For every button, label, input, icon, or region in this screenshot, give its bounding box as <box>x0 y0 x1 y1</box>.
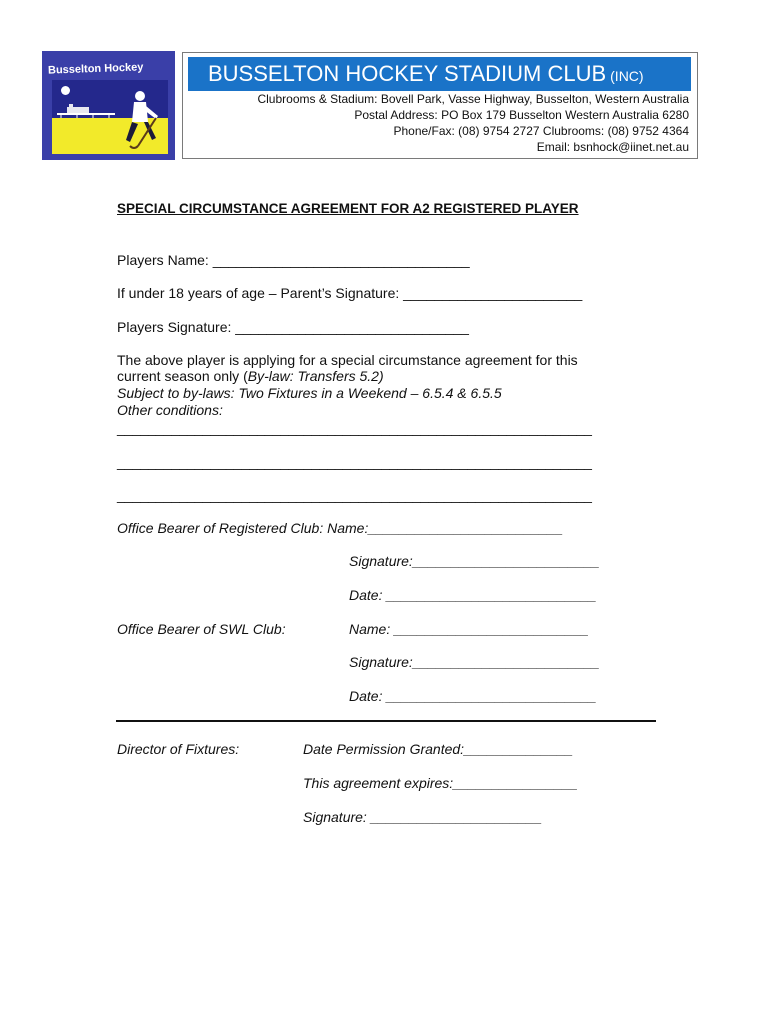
club-suffix: (INC) <box>610 68 644 84</box>
players-name-field[interactable]: Players Name: _________________________________ <box>117 252 470 268</box>
bylaw-reference: By-law <box>247 368 290 384</box>
agreement-text-line-2 <box>117 368 384 384</box>
agreement-text-line-1: The above player is applying for a special circumstance agreement for this <box>117 352 578 368</box>
director-signature-field[interactable]: Signature: ______________________ <box>303 809 543 825</box>
agreement-text-line-3: Subject to by-laws: Two Fixtures in a Weekend – 6.5.4 & 6.5.5 <box>117 385 502 401</box>
logo-text: Busselton Hockey <box>47 61 144 77</box>
form-title: SPECIAL CIRCUMSTANCE AGREEMENT FOR A2 REGISTERED PLAYER <box>117 201 579 216</box>
bylaw-transfers: : Transfers 5.2) <box>289 368 384 384</box>
section-divider <box>116 720 656 722</box>
registered-club-date-field[interactable]: Date: ___________________________ <box>349 587 597 603</box>
moon-icon <box>61 86 70 95</box>
club-logo <box>42 51 175 160</box>
parent-signature-field[interactable]: If under 18 years of age – Parent’s Signature: _______________________ <box>117 285 583 301</box>
conditions-line-2[interactable]: _____________________________________________________________ <box>117 454 592 470</box>
registered-club-signature-field[interactable]: Signature:________________________ <box>349 553 600 569</box>
agreement-expires-field[interactable]: This agreement expires:________________ <box>303 775 578 791</box>
agreement-text-line-2-start: current season only ( <box>117 368 248 384</box>
address-line-4: Email: bsnhock@iinet.net.au <box>536 140 689 154</box>
club-name: BUSSELTON HOCKEY STADIUM CLUB <box>208 61 607 86</box>
other-conditions-label: Other conditions: <box>117 402 223 418</box>
logo-panel <box>52 80 168 154</box>
swl-club-name-field[interactable]: Name: _________________________ <box>349 621 589 637</box>
registered-club-name-field[interactable]: Office Bearer of Registered Club: Name:_________________________ <box>117 520 563 536</box>
jetty-icon <box>57 104 115 118</box>
address-line-3: Phone/Fax: (08) 9754 2727 Clubrooms: (08) 9752 4364 <box>393 124 689 138</box>
hockey-player-icon <box>114 88 166 152</box>
director-of-fixtures-label: Director of Fixtures: <box>117 741 240 757</box>
date-permission-granted-field[interactable]: Date Permission Granted:______________ <box>303 741 574 757</box>
players-signature-field[interactable]: Players Signature: ______________________________ <box>117 319 469 335</box>
address-line-1: Clubrooms & Stadium: Bovell Park, Vasse Highway, Busselton, Western Australia <box>257 92 689 106</box>
address-line-2: Postal Address: PO Box 179 Busselton Western Australia 6280 <box>354 108 689 122</box>
swl-club-signature-field[interactable]: Signature:________________________ <box>349 654 600 670</box>
club-name-banner <box>188 57 691 91</box>
swl-club-date-field[interactable]: Date: ___________________________ <box>349 688 597 704</box>
conditions-line-3[interactable]: _____________________________________________________________ <box>117 487 592 503</box>
swl-club-label: Office Bearer of SWL Club: <box>117 621 286 637</box>
conditions-line-1[interactable]: _____________________________________________________________ <box>117 420 592 436</box>
